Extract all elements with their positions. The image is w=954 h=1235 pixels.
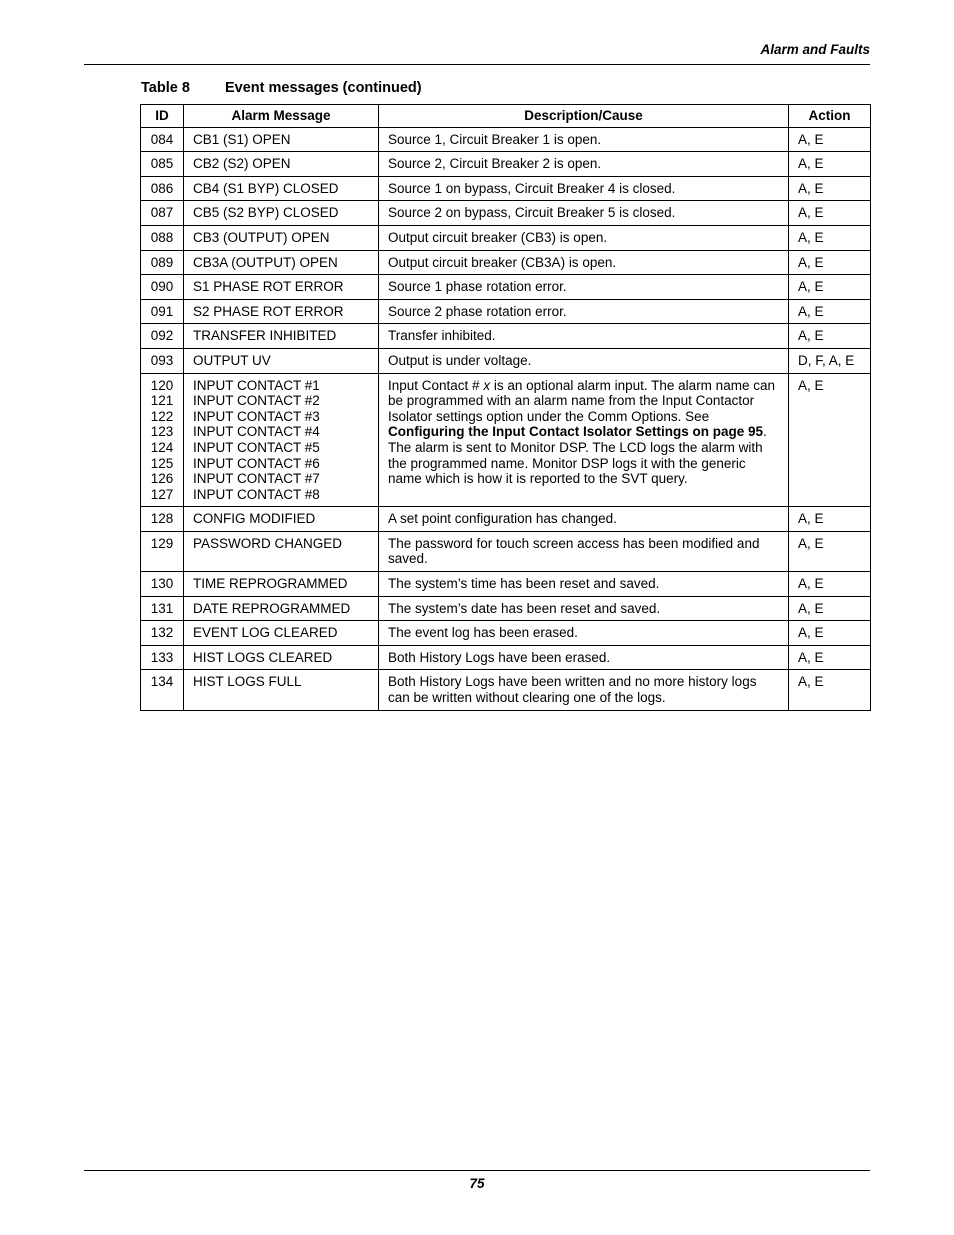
cell-description: Output circuit breaker (CB3) is open. <box>379 225 789 250</box>
input-contact-id: 123 <box>150 424 174 440</box>
input-contact-message: INPUT CONTACT #7 <box>193 471 320 487</box>
cell-alarm-message: TRANSFER INHIBITED <box>184 324 379 349</box>
cell-action: A, E <box>789 225 871 250</box>
cell-alarm-message: CB1 (S1) OPEN <box>184 127 379 152</box>
table-row-input-contacts <box>141 373 871 507</box>
input-contact-message: INPUT CONTACT #6 <box>193 455 320 471</box>
input-contact-ids <box>141 373 184 507</box>
input-contact-body <box>141 373 871 507</box>
cross-reference-link[interactable]: Configuring the Input Contact Isolator Settings on page 95 <box>388 424 764 440</box>
table-row <box>141 621 871 646</box>
cell-description: Source 2 phase rotation error. <box>379 299 789 324</box>
input-contact-message: INPUT CONTACT #3 <box>193 408 320 424</box>
table-body-continued <box>141 507 871 710</box>
input-contact-id: 126 <box>150 471 174 487</box>
input-contact-message: INPUT CONTACT #4 <box>193 424 320 440</box>
cell-alarm-message: CB3 (OUTPUT) OPEN <box>184 225 379 250</box>
event-messages-table <box>140 104 871 711</box>
cell-alarm-message: CB4 (S1 BYP) CLOSED <box>184 176 379 201</box>
cell-action: A, E <box>789 275 871 300</box>
cell-id: 129 <box>141 531 184 571</box>
cell-description: Output circuit breaker (CB3A) is open. <box>379 250 789 275</box>
cell-id: 087 <box>141 201 184 226</box>
cell-action: A, E <box>789 299 871 324</box>
input-contact-id: 124 <box>150 439 174 455</box>
cell-id: 089 <box>141 250 184 275</box>
table-number: Table 8 <box>141 80 190 96</box>
header-rule <box>84 64 870 65</box>
cell-alarm-message: TIME REPROGRAMMED <box>184 572 379 597</box>
description-text: Input Contact # <box>388 377 484 393</box>
input-contact-id: 121 <box>150 393 174 409</box>
cell-alarm-message: HIST LOGS FULL <box>184 670 379 710</box>
cell-description: Source 1 phase rotation error. <box>379 275 789 300</box>
input-contact-messages <box>184 373 379 507</box>
cell-action: A, E <box>789 201 871 226</box>
table-row <box>141 127 871 152</box>
cell-id: 086 <box>141 176 184 201</box>
cell-id: 091 <box>141 299 184 324</box>
input-contact-id: 127 <box>150 486 174 502</box>
cell-alarm-message: CB5 (S2 BYP) CLOSED <box>184 201 379 226</box>
column-header-description: Description/Cause <box>379 105 789 128</box>
table-row <box>141 324 871 349</box>
cell-description: The event log has been erased. <box>379 621 789 646</box>
cell-action: A, E <box>789 645 871 670</box>
table-row <box>141 645 871 670</box>
input-contact-message: INPUT CONTACT #5 <box>193 439 320 455</box>
cell-id: 128 <box>141 507 184 532</box>
cell-action: A, E <box>789 250 871 275</box>
cell-alarm-message: EVENT LOG CLEARED <box>184 621 379 646</box>
cell-alarm-message: CB3A (OUTPUT) OPEN <box>184 250 379 275</box>
input-contact-message: INPUT CONTACT #2 <box>193 393 320 409</box>
cell-description: Source 1, Circuit Breaker 1 is open. <box>379 127 789 152</box>
footer-rule <box>84 1170 870 1171</box>
cell-action: A, E <box>789 152 871 177</box>
input-contact-id: 122 <box>150 408 174 424</box>
running-header: Alarm and Faults <box>760 42 870 57</box>
cell-id: 131 <box>141 596 184 621</box>
input-contact-message: INPUT CONTACT #1 <box>193 377 320 393</box>
cell-description: Output is under voltage. <box>379 348 789 373</box>
cell-action: A, E <box>789 572 871 597</box>
cell-id: 133 <box>141 645 184 670</box>
cell-description: The password for touch screen access has been modified and saved. <box>379 531 789 571</box>
cell-action: A, E <box>789 507 871 532</box>
cell-action: A, E <box>789 670 871 710</box>
cell-alarm-message: S1 PHASE ROT ERROR <box>184 275 379 300</box>
table-row <box>141 670 871 710</box>
cell-id: 088 <box>141 225 184 250</box>
cell-alarm-message: CB2 (S2) OPEN <box>184 152 379 177</box>
cell-id: 090 <box>141 275 184 300</box>
cell-alarm-message: S2 PHASE ROT ERROR <box>184 299 379 324</box>
table-row <box>141 225 871 250</box>
table-row <box>141 507 871 532</box>
input-contact-id: 125 <box>150 455 174 471</box>
cell-alarm-message: PASSWORD CHANGED <box>184 531 379 571</box>
table-row <box>141 596 871 621</box>
cell-alarm-message: CONFIG MODIFIED <box>184 507 379 532</box>
input-contact-description <box>379 373 789 507</box>
cell-description: Transfer inhibited. <box>379 324 789 349</box>
table-body <box>141 127 871 373</box>
table-row <box>141 348 871 373</box>
cell-id: 132 <box>141 621 184 646</box>
cell-description: A set point configuration has changed. <box>379 507 789 532</box>
cell-id: 130 <box>141 572 184 597</box>
table-title: Event messages (continued) <box>225 80 422 96</box>
page-number: 75 <box>469 1176 485 1191</box>
cell-id: 085 <box>141 152 184 177</box>
cell-action: D, F, A, E <box>789 348 871 373</box>
cell-id: 084 <box>141 127 184 152</box>
table-row <box>141 572 871 597</box>
column-header-id: ID <box>141 105 184 128</box>
table-row <box>141 201 871 226</box>
description-text: is an optional alarm input. The alarm name can be programmed with an alarm name from the Input Contactor Isolator settings option under the Comm Options. See <box>388 377 775 424</box>
cell-description: Source 1 on bypass, Circuit Breaker 4 is closed. <box>379 176 789 201</box>
column-header-action: Action <box>789 105 871 128</box>
variable-x: x <box>483 377 491 393</box>
cell-action: A, E <box>789 176 871 201</box>
cell-id: 093 <box>141 348 184 373</box>
column-header-alarm-message: Alarm Message <box>184 105 379 128</box>
description-text: . The alarm is sent to Monitor DSP. The LCD logs the alarm with the programmed name. Monitor DSP logs it with the generic name which is how it is reported to the SVT query. <box>388 424 767 487</box>
input-contact-id: 120 <box>150 377 174 393</box>
table-row <box>141 176 871 201</box>
table-row <box>141 250 871 275</box>
cell-description: Both History Logs have been written and no more history logs can be written without clearing one of the logs. <box>379 670 789 710</box>
cell-action: A, E <box>789 531 871 571</box>
cell-description: The system’s date has been reset and saved. <box>379 596 789 621</box>
table-row <box>141 152 871 177</box>
cell-alarm-message: DATE REPROGRAMMED <box>184 596 379 621</box>
input-contact-action: A, E <box>789 373 871 507</box>
cell-id: 092 <box>141 324 184 349</box>
input-contact-message: INPUT CONTACT #8 <box>193 486 320 502</box>
table-caption <box>141 80 422 96</box>
cell-action: A, E <box>789 324 871 349</box>
cell-description: Both History Logs have been erased. <box>379 645 789 670</box>
table-header-row <box>141 105 871 128</box>
cell-alarm-message: OUTPUT UV <box>184 348 379 373</box>
cell-description: Source 2, Circuit Breaker 2 is open. <box>379 152 789 177</box>
table-row <box>141 275 871 300</box>
cell-action: A, E <box>789 596 871 621</box>
cell-id: 134 <box>141 670 184 710</box>
cell-description: Source 2 on bypass, Circuit Breaker 5 is closed. <box>379 201 789 226</box>
cell-action: A, E <box>789 127 871 152</box>
table-row <box>141 299 871 324</box>
cell-alarm-message: HIST LOGS CLEARED <box>184 645 379 670</box>
cell-description: The system’s time has been reset and saved. <box>379 572 789 597</box>
cell-action: A, E <box>789 621 871 646</box>
table-row <box>141 531 871 571</box>
